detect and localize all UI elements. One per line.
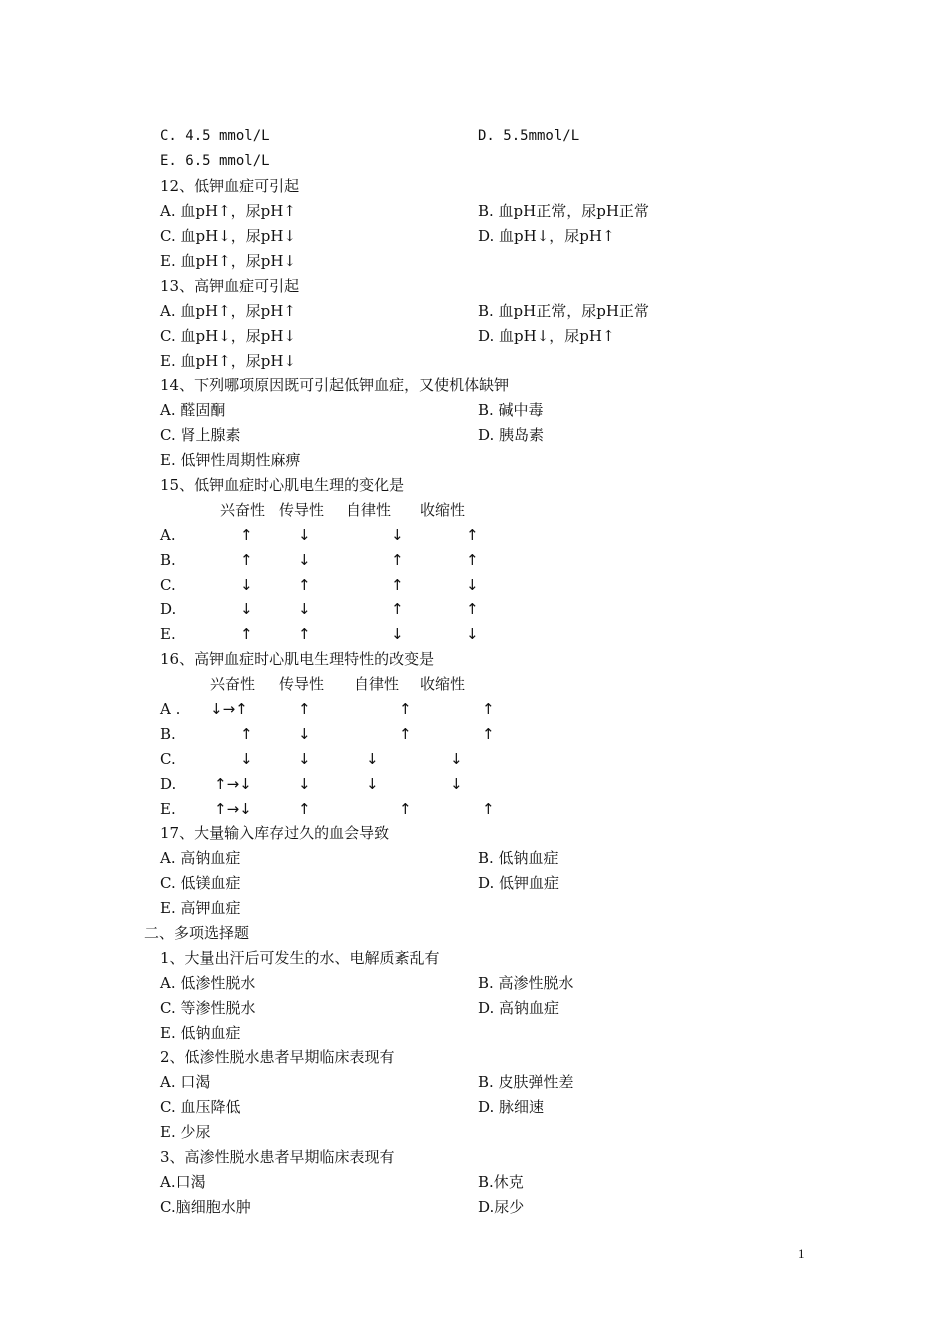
m1-option-b: B. 高渗性脱水 — [478, 974, 574, 992]
q16-row-d-excitability: ↑→↓ — [214, 775, 252, 793]
q16-row-e-label: E. — [160, 800, 176, 818]
section-heading-multiple-choice: 二、多项选择题 — [144, 924, 250, 942]
q15-row-b-contractility: ↑ — [466, 551, 479, 569]
m2-stem: 2、低渗性脱水患者早期临床表现有 — [160, 1048, 395, 1066]
m2-option-c: C. 血压降低 — [160, 1098, 241, 1116]
q13-stem: 13、高钾血症可引起 — [160, 277, 300, 295]
q13-option-c: C. 血pH↓，尿pH↓ — [160, 327, 296, 345]
q14-stem: 14、下列哪项原因既可引起低钾血症，又使机体缺钾 — [160, 376, 510, 394]
q15-row-c-conductivity: ↑ — [298, 576, 311, 594]
q13-option-e: E. 血pH↑，尿pH↓ — [160, 352, 296, 370]
m3-option-d: D.尿少 — [478, 1198, 525, 1216]
m1-option-d: D. 高钠血症 — [478, 999, 560, 1017]
q15-row-a-conductivity: ↓ — [298, 526, 311, 544]
q16-row-c-contractility: ↓ — [450, 750, 463, 768]
q16-row-a-conductivity: ↑ — [298, 700, 311, 718]
q15-row-d-conductivity: ↓ — [298, 600, 311, 618]
m1-option-a: A. 低渗性脱水 — [160, 974, 256, 992]
q15-row-b-automaticity: ↑ — [391, 551, 404, 569]
q14-option-c: C. 肾上腺素 — [160, 426, 241, 444]
q16-row-b-contractility: ↑ — [482, 725, 495, 743]
q14-option-a: A. 醛固酮 — [160, 401, 226, 419]
q16-row-b-label: B. — [160, 725, 176, 743]
q16-header-conductivity: 传导性 — [279, 675, 325, 693]
q16-row-a-contractility: ↑ — [482, 700, 495, 718]
m2-option-e: E. 少尿 — [160, 1123, 211, 1141]
q15-row-b-label: B. — [160, 551, 176, 569]
q12-stem: 12、低钾血症可引起 — [160, 177, 300, 195]
q16-row-a-label: A . — [160, 700, 181, 718]
q12-option-a: A. 血pH↑，尿pH↑ — [160, 202, 296, 220]
q16-row-c-label: C. — [160, 750, 176, 768]
q17-option-a: A. 高钠血症 — [160, 849, 241, 867]
q15-row-c-excitability: ↓ — [240, 576, 253, 594]
q16-row-a-automaticity: ↑ — [399, 700, 412, 718]
q17-stem: 17、大量输入库存过久的血会导致 — [160, 824, 390, 842]
m2-option-a: A. 口渴 — [160, 1073, 211, 1091]
q16-row-e-automaticity: ↑ — [399, 800, 412, 818]
m3-stem: 3、高渗性脱水患者早期临床表现有 — [160, 1148, 395, 1166]
q14-option-e: E. 低钾性周期性麻痹 — [160, 451, 301, 469]
q14-option-b: B. 碱中毒 — [478, 401, 544, 419]
q15-row-d-automaticity: ↑ — [391, 600, 404, 618]
q16-row-d-label: D. — [160, 775, 177, 793]
q16-row-b-automaticity: ↑ — [399, 725, 412, 743]
q15-row-a-automaticity: ↓ — [391, 526, 404, 544]
q15-stem: 15、低钾血症时心肌电生理的变化是 — [160, 476, 405, 494]
q16-row-c-excitability: ↓ — [240, 750, 253, 768]
q15-row-d-label: D. — [160, 600, 177, 618]
q16-row-b-conductivity: ↓ — [298, 725, 311, 743]
q16-stem: 16、高钾血症时心肌电生理特性的改变是 — [160, 650, 435, 668]
q12-option-b: B. 血pH正常，尿pH正常 — [478, 202, 649, 220]
q17-option-b: B. 低钠血症 — [478, 849, 559, 867]
q16-header-excitability: 兴奋性 — [210, 675, 256, 693]
m2-option-d: D. 脉细速 — [478, 1098, 545, 1116]
q13-option-d: D. 血pH↓，尿pH↑ — [478, 327, 615, 345]
q17-option-d: D. 低钾血症 — [478, 874, 560, 892]
q17-option-e: E. 高钾血症 — [160, 899, 241, 917]
q14-option-d: D. 胰岛素 — [478, 426, 545, 444]
q16-row-c-conductivity: ↓ — [298, 750, 311, 768]
m3-option-c: C.脑细胞水肿 — [160, 1198, 251, 1216]
m3-option-b: B.休克 — [478, 1173, 524, 1191]
m2-option-b: B. 皮肤弹性差 — [478, 1073, 574, 1091]
q16-row-d-conductivity: ↓ — [298, 775, 311, 793]
m3-option-a: A.口渴 — [160, 1173, 206, 1191]
q12-option-e: E. 血pH↑，尿pH↓ — [160, 252, 296, 270]
q16-row-e-contractility: ↑ — [482, 800, 495, 818]
q16-row-c-automaticity: ↓ — [366, 750, 379, 768]
q16-header-contractility: 收缩性 — [420, 675, 466, 693]
q15-row-e-excitability: ↑ — [240, 625, 253, 643]
q11-option-d: D. 5.5mmol/L — [478, 128, 580, 144]
page-number: 1 — [798, 1246, 805, 1261]
q16-header-automaticity: 自律性 — [354, 675, 400, 693]
q11-option-e: E. 6.5 mmol/L — [160, 153, 270, 169]
q13-option-a: A. 血pH↑，尿pH↑ — [160, 302, 296, 320]
m1-stem: 1、大量出汗后可发生的水、电解质紊乱有 — [160, 949, 440, 967]
q13-option-b: B. 血pH正常，尿pH正常 — [478, 302, 649, 320]
q15-row-e-contractility: ↓ — [466, 625, 479, 643]
q15-row-b-conductivity: ↓ — [298, 551, 311, 569]
q15-row-a-contractility: ↑ — [466, 526, 479, 544]
q15-row-e-conductivity: ↑ — [298, 625, 311, 643]
q15-row-e-label: E. — [160, 625, 176, 643]
q15-row-c-automaticity: ↑ — [391, 576, 404, 594]
q15-header-contractility: 收缩性 — [420, 501, 466, 519]
q16-row-e-conductivity: ↑ — [298, 800, 311, 818]
q16-row-e-excitability: ↑→↓ — [214, 800, 252, 818]
q15-header-conductivity: 传导性 — [279, 501, 325, 519]
q15-row-c-contractility: ↓ — [466, 576, 479, 594]
q16-row-b-excitability: ↑ — [240, 725, 253, 743]
q16-row-d-contractility: ↓ — [450, 775, 463, 793]
q16-row-d-automaticity: ↓ — [366, 775, 379, 793]
q12-option-d: D. 血pH↓，尿pH↑ — [478, 227, 615, 245]
q15-row-d-contractility: ↑ — [466, 600, 479, 618]
q15-row-a-label: A. — [160, 526, 176, 544]
m1-option-c: C. 等渗性脱水 — [160, 999, 256, 1017]
q11-option-c: C. 4.5 mmol/L — [160, 128, 270, 144]
m1-option-e: E. 低钠血症 — [160, 1024, 241, 1042]
q15-row-b-excitability: ↑ — [240, 551, 253, 569]
q15-row-e-automaticity: ↓ — [391, 625, 404, 643]
q15-header-automaticity: 自律性 — [346, 501, 392, 519]
q16-row-a-excitability: ↓→↑ — [210, 700, 248, 718]
q17-option-c: C. 低镁血症 — [160, 874, 241, 892]
q15-row-d-excitability: ↓ — [240, 600, 253, 618]
q15-header-excitability: 兴奋性 — [220, 501, 266, 519]
q12-option-c: C. 血pH↓，尿pH↓ — [160, 227, 296, 245]
q15-row-a-excitability: ↑ — [240, 526, 253, 544]
q15-row-c-label: C. — [160, 576, 176, 594]
